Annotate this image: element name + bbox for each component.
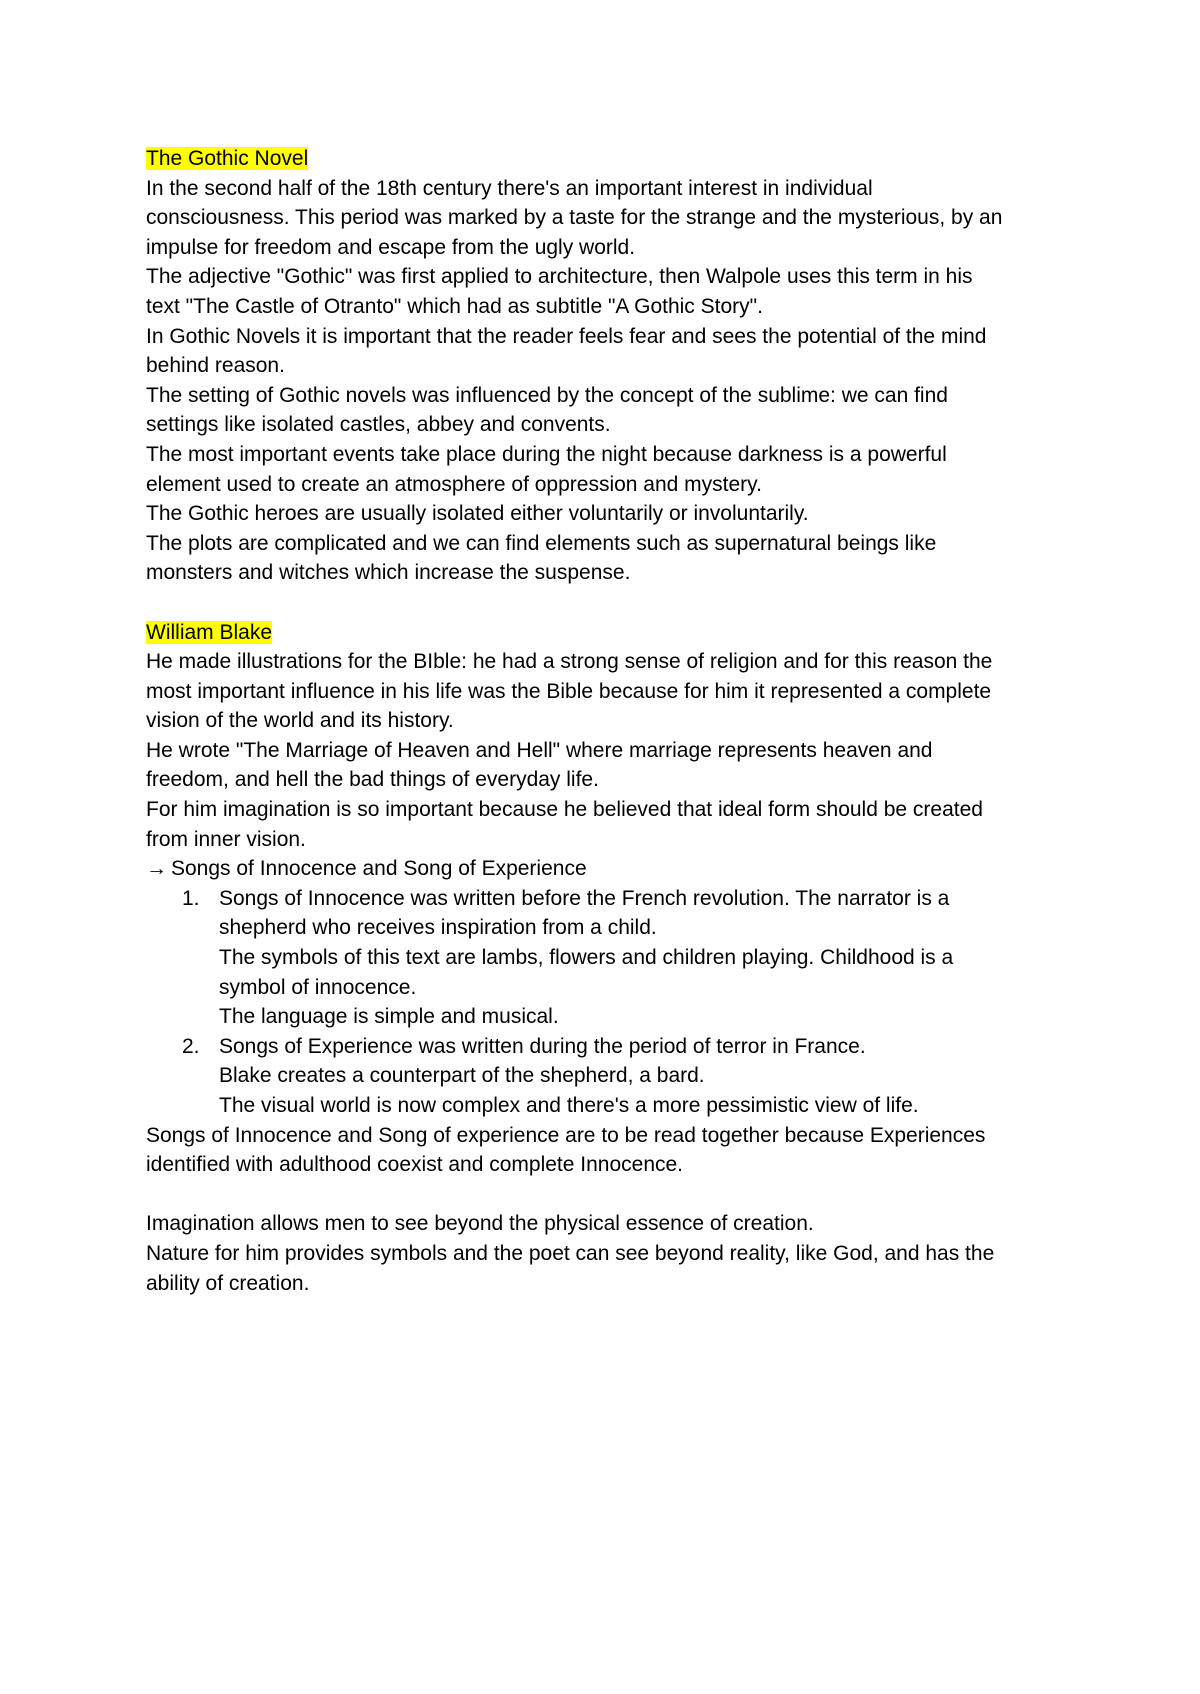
paragraph-line: In Gothic Novels it is important that the reader feels fear and sees the potential of the mind <box>146 324 987 348</box>
paragraph-line: He made illustrations for the BIble: he had a strong sense of religion and for this reason the <box>146 650 993 674</box>
paragraph-line: impulse for freedom and escape from the ugly world. <box>146 235 636 259</box>
numbered-list <box>146 884 1076 1121</box>
paragraph-line: most important influence in his life was the Bible because for him it represented a complete <box>146 679 992 703</box>
document-body <box>146 144 1076 1298</box>
paragraph-line: For him imagination is so important because he believed that ideal form should be created <box>146 798 983 822</box>
paragraph-line: vision of the world and its history. <box>146 709 454 733</box>
section-heading-william-blake: William Blake <box>146 620 273 644</box>
paragraph-line: monsters and witches which increase the suspense. <box>146 561 631 585</box>
paragraph-line: The plots are complicated and we can find elements such as supernatural beings like <box>146 531 937 555</box>
paragraph-line: ability of creation. <box>146 1271 310 1295</box>
paragraph-line: identified with adulthood coexist and complete Innocence. <box>146 1153 684 1177</box>
right-arrow-icon: → <box>146 857 167 881</box>
blank-line <box>146 588 1076 618</box>
blank-line <box>146 1180 1076 1210</box>
list-item-line: symbol of innocence. <box>219 975 417 999</box>
list-item-line: The symbols of this text are lambs, flowers and children playing. Childhood is a <box>219 946 954 970</box>
paragraph-line: freedom, and hell the bad things of everyday life. <box>146 768 599 792</box>
list-item <box>146 1032 1076 1121</box>
paragraph-line: The setting of Gothic novels was influenced by the concept of the sublime: we can find <box>146 383 948 407</box>
section-william-blake <box>146 618 1076 1299</box>
list-item-number: 1. <box>182 886 200 910</box>
list-item-line: The language is simple and musical. <box>219 1005 559 1029</box>
paragraph-line: text "The Castle of Otranto" which had as subtitle "A Gothic Story". <box>146 294 763 318</box>
list-item-line: Songs of Innocence was written before the French revolution. The narrator is a <box>219 886 950 910</box>
paragraph-line: The Gothic heroes are usually isolated either voluntarily or involuntarily. <box>146 502 809 526</box>
paragraph-line: Imagination allows men to see beyond the physical essence of creation. <box>146 1212 814 1236</box>
section-gothic-novel <box>146 144 1076 588</box>
section-heading-gothic-novel: The Gothic Novel <box>146 147 309 170</box>
paragraph-line: The adjective "Gothic" was first applied to architecture, then Walpole uses this term in his <box>146 265 973 289</box>
list-item-line: shepherd who receives inspiration from a child. <box>219 916 657 940</box>
paragraph-line: settings like isolated castles, abbey and convents. <box>146 413 611 437</box>
list-item <box>146 884 1076 1032</box>
list-item-line: Songs of Experience was written during the period of terror in France. <box>219 1034 866 1058</box>
paragraph-line: Songs of Innocence and Song of experience are to be read together because Experiences <box>146 1123 986 1147</box>
list-item-number: 2. <box>182 1034 200 1058</box>
paragraph-line: Nature for him provides symbols and the poet can see beyond reality, like God, and has the <box>146 1241 995 1265</box>
paragraph-line: from inner vision. <box>146 827 306 851</box>
list-item-line: Blake creates a counterpart of the shepherd, a bard. <box>219 1064 705 1088</box>
paragraph-line: The most important events take place during the night because darkness is a powerful <box>146 442 947 466</box>
paragraph-line: behind reason. <box>146 354 285 378</box>
paragraph-line: In the second half of the 18th century there's an important interest in individual <box>146 176 873 200</box>
paragraph-line: element used to create an atmosphere of oppression and mystery. <box>146 472 762 496</box>
paragraph-line: consciousness. This period was marked by a taste for the strange and the mysterious, by an <box>146 206 1003 230</box>
list-item-line: The visual world is now complex and there's a more pessimistic view of life. <box>219 1094 919 1117</box>
paragraph-line: He wrote "The Marriage of Heaven and Hell" where marriage represents heaven and <box>146 738 933 762</box>
arrow-line-text: Songs of Innocence and Song of Experience <box>171 857 587 881</box>
arrow-line <box>146 854 1076 884</box>
